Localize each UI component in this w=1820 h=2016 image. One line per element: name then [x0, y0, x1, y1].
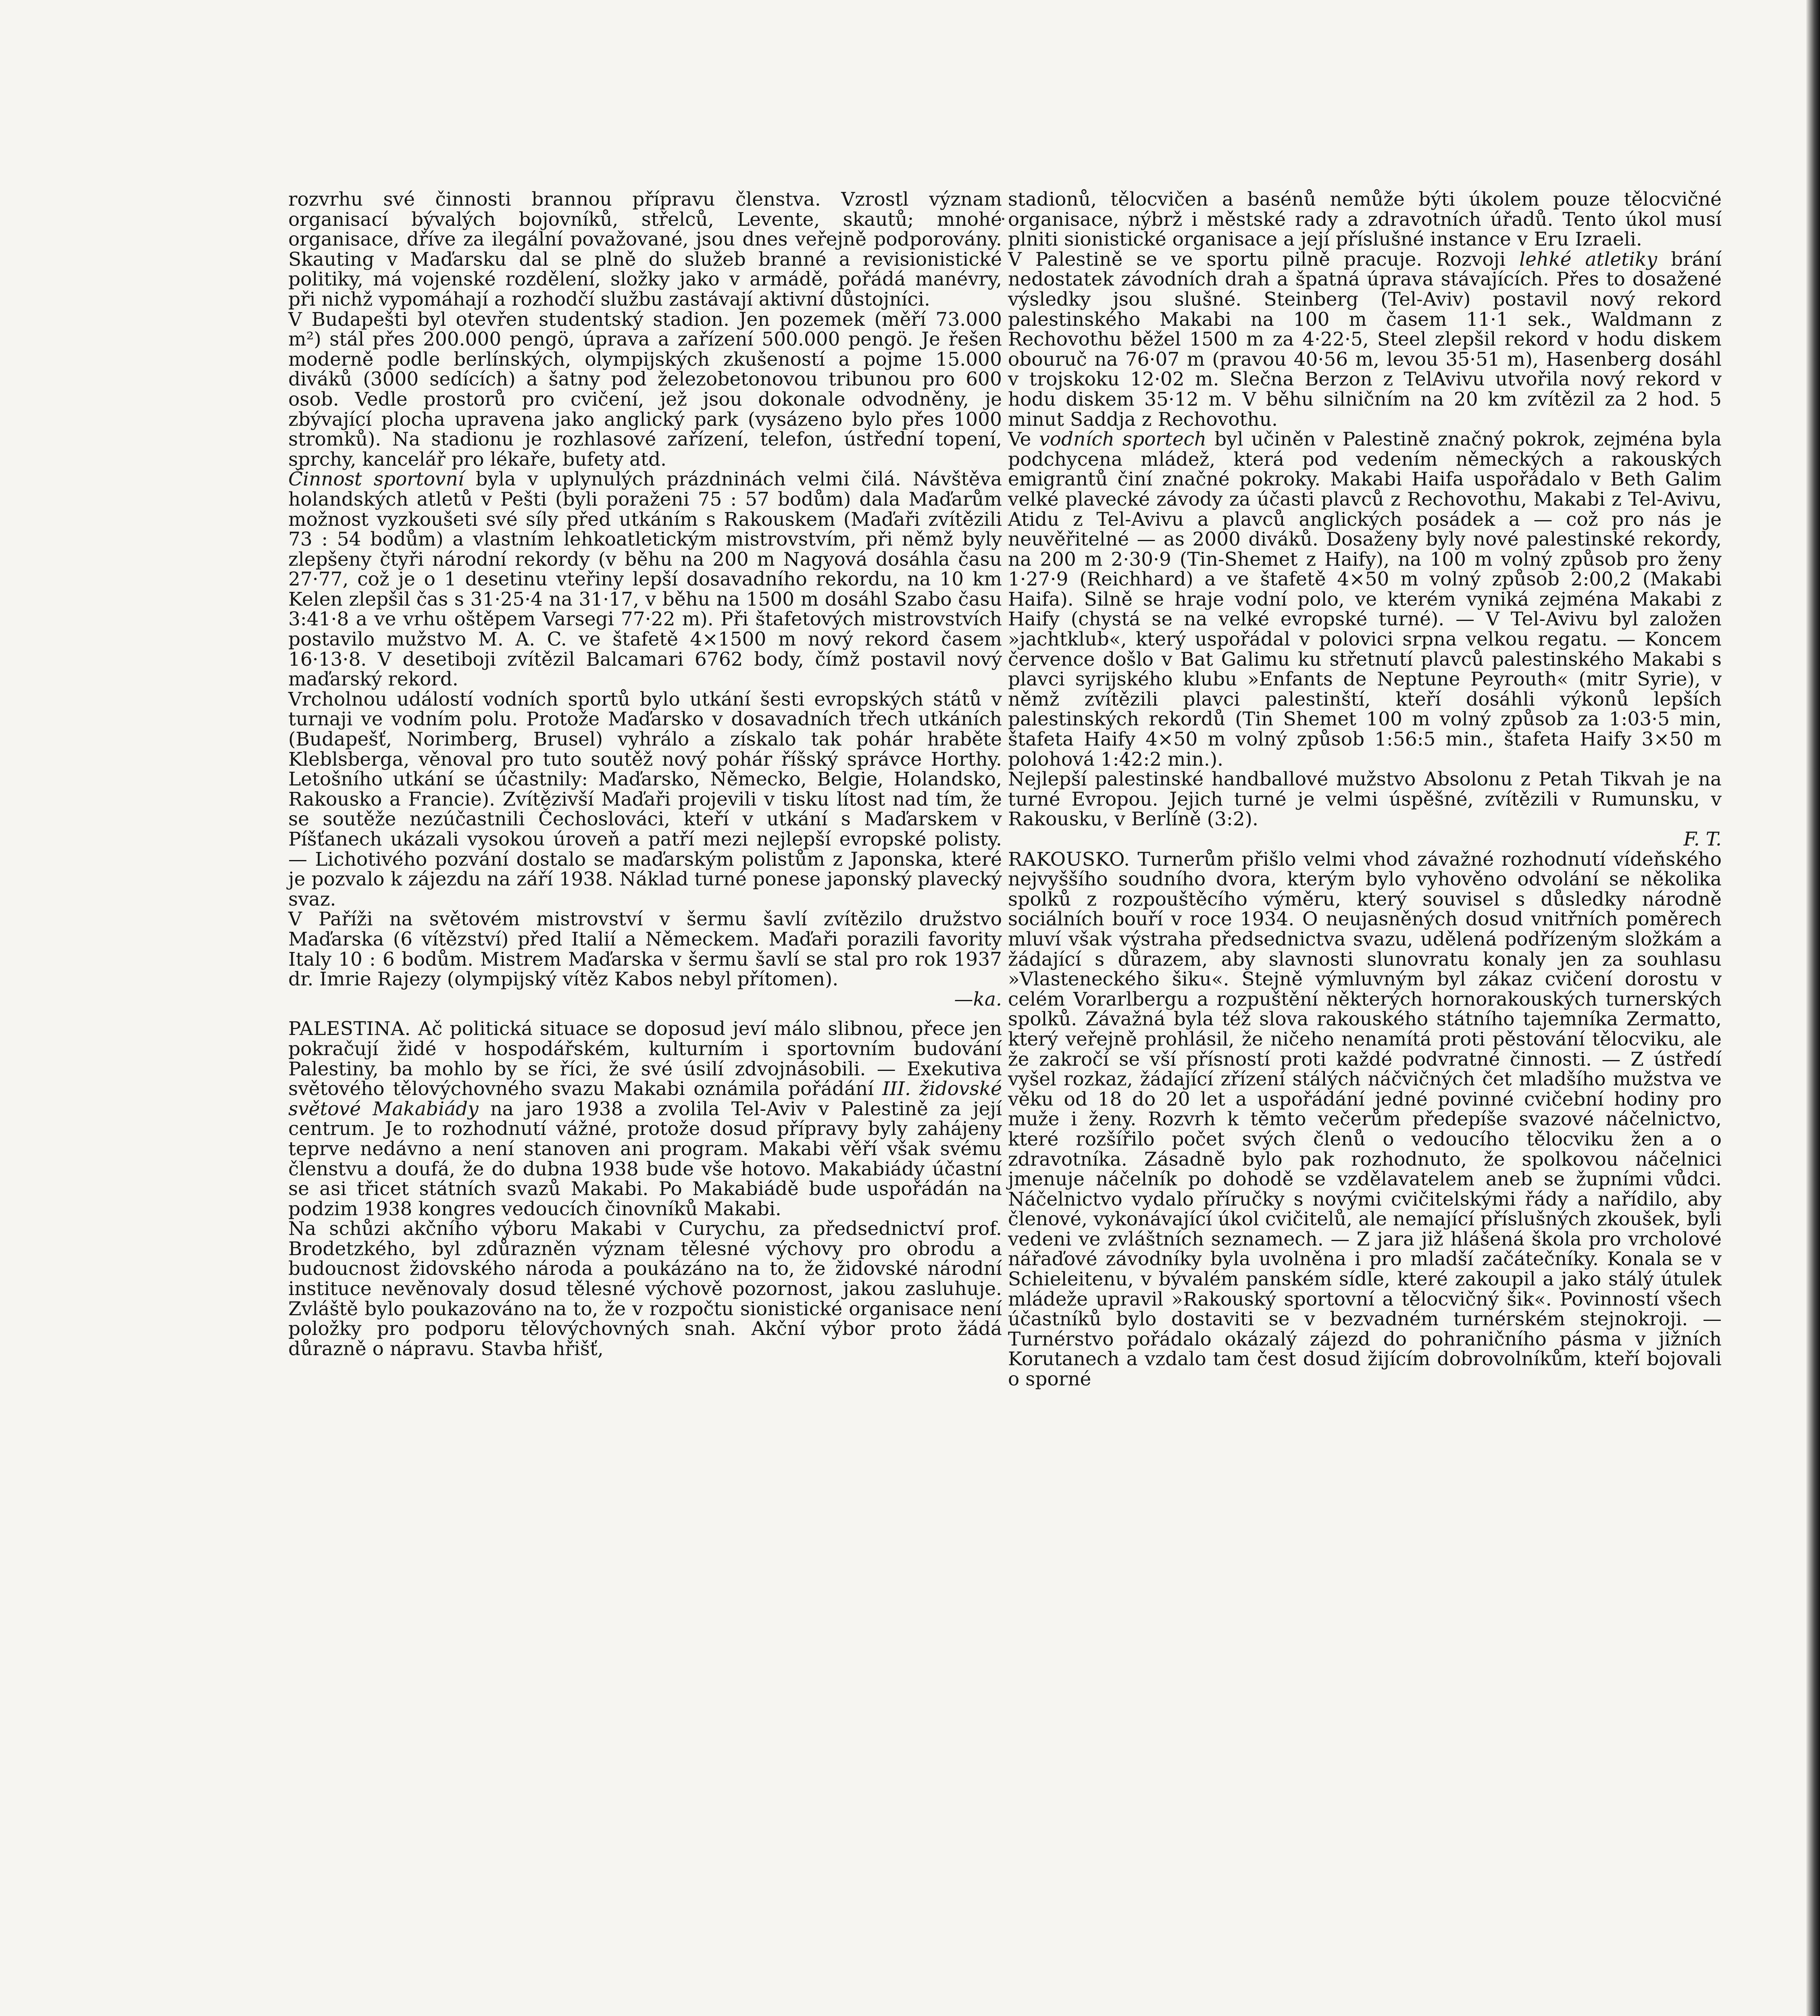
page-edge-shadow	[1806, 0, 1820, 2016]
paragraph-text: byla v uplynulých prázdninách velmi čilá. Návštěva holandských atletů v Pešti (byli poraženi 75 : 57 bodům) dala Maďarům možnost vyzkoušeti své síly před utkáním s Rakouskem (Maďaři zvítězili 73 : 54 bodům) a vlastním lehkoatletickým mistrovstvím, při němž byly zlepšeny čtyři národní rekordy (v běhu na 200 m Nagyová dosáhla času 27·77, což je o 1 desetinu vteřiny lepší dosavadního rekordu, na 10 km Kelen zlepšil čas s 31·25·4 na 31·17, v běhu na 1500 m dosáhl Szabo času 3:41·8 a ve vrhu oštěpem Varsegi 77·22 m). Při štafetových mistrovstvích postavilo mužstvo M. A. C. ve štafetě 4×1500 m nový rekord časem 16·13·8. V desetiboji zvítězil Balcamari 6762 body, čímž postavil nový maďarský rekord.	[288, 468, 1002, 691]
paragraph: V Budapešti byl otevřen studentský stadion. Jen pozemek (měří 73.000 m²) stál přes 200.000 pengö, úprava a zařízení 500.000 pengö. Je řešen moderně podle berlínských, olympijských zkušeností a pojme 15.000 diváků (3000 sedících) a šatny pod železobetonovou tribunou pro 600 osob. Vedle prostorů pro cvičení, jež jsou dokonale odvodněny, je zbývající plocha upravena jako anglický park (vysázeno bylo přes 1000 stromků). Na stadionu je rozhlasové zařízení, telefon, ústřední topení, sprchy, kancelář pro lékaře, bufety atd.	[288, 308, 1002, 471]
paragraph	[288, 1019, 1002, 1219]
paragraph-text: byl učiněn v Palestině značný pokrok, zejména byla podchycena mládež, která pod vedením německých a rakouských emigrantů činí značné pokroky. Makabi Haifa uspořádalo v Beth Galim velké plavecké závody za účasti plavců z Rechovothu, Makabi z Tel-Avivu, Atidu z Tel-Avivu a plavců anglických posádek a — což pro nás je neuvěřitelné — as 2000 diváků. Dosaženy byly nové palestinské rekordy, na 200 m 2·30·9 (Tin-Shemet z Haify), na 100 m volný způsob pro ženy 1·27·9 (Reichhard) a ve štafetě 4×50 m volný způsob 2:00,2 (Makabi Haifa). Silně se hraje vodní polo, ve kterém vyniká zejména Makabi z Haify (chystá se na velké evropské turné). — V Tel-Avivu byl založen »jachtklub«, který uspořádal v polovici srpna velkou regatu. — Koncem července došlo v Bat Galimu ku střetnutí plavců palestinského Makabi s plavci syrijského klubu »Enfants de Neptune Peyrouth« (mitr Syrie), v němž zvítězili plavci palestinští, kteří dosáhli výkonů lepších palestinských rekordů (Tin Shemet 100 m volný způsob za 1:03·5 min, štafeta Haify 4×50 m volný způsob 1:56:5 min., štafeta Haify 3×50 m polohová 1:42:2 min.).	[1008, 428, 1722, 771]
paragraph	[288, 469, 1002, 689]
italic-event-name: III. židovské světové Makabiády	[288, 1078, 1002, 1120]
paragraph	[1008, 429, 1722, 769]
paragraph-text: V Paříži na světovém mistrovství v šermu šavlí zvítězilo družstvo Maďarska (6 vítězství) před Italií a Německem. Maďaři porazili favority Italy 10 : 6 bodům. Mistrem Maďarska v šermu šavlí se stal pro rok 1937 dr. Imrie Rajezy (olympijský vítěz Kabos nebyl přítomen).	[288, 908, 1002, 991]
italic-lead: Činnost sportovní	[288, 468, 464, 491]
author-signature: F. T.	[1683, 828, 1722, 850]
paragraph: Na schůzi akčního výboru Makabi v Curychu, za předsednictví prof. Brodetzkého, byl zdůrazněn význam tělesné výchovy pro obrodu a budoucnost židovského národa a poukázáno na to, že židovské národní instituce nevěnovaly dosud tělesné výchově pozornost, jakou zasluhuje. Zvláště bylo poukazováno na to, že v rozpočtu sionistické organisace není položky pro podporu tělovýchovných snah. Akční výbor proto žádá důrazně o nápravu. Stavba hřišť,	[288, 1218, 1002, 1360]
paragraph	[1008, 850, 1722, 1389]
paragraph-text: brání nedostatek závodních drah a špatná úprava stávajících. Přes to dosažené výsledky jsou slušné. Steinberg (Tel-Aviv) postavil nový rekord palestinského Makabi na 100 m časem 11·1 sek., Waldmann z Rechovothu běžel 1500 m za 4·22·5, Steel zlepšil rekord v hodu diskem obouruč na 76·07 m (pravou 40·56 m, levou 35·51 m), Hasenberg dosáhl v trojskoku 12·02 m. Slečna Berzon z TelAvivu utvořila nový rekord v hodu diskem 35·12 m. V běhu silničním na 20 km zvítězil za 2 hod. 5 minut Saddja z Rechovothu.	[1008, 248, 1722, 431]
print-speck	[1002, 218, 1004, 220]
paragraph-text: Ve	[1008, 428, 1039, 451]
paragraph-text: na jaro 1938 a zvolila Tel-Aviv v Palestině za její centrum. Je to rozhodnutí vážné, protože dosud přípravy byly zahájeny teprve nedávno a není stanoven ani program. Makabi věří však svému členstvu a doufá, že do dubna 1938 bude vše hotovo. Makabiády účastní se asi třicet státních svazů Makabi. Po Makabiádě bude uspořádán na podzim 1938 kongres vedoucích činovníků Makabi.	[288, 1098, 1002, 1220]
paragraph	[1008, 250, 1722, 429]
section-title-palestina: PALESTINA.	[288, 1018, 411, 1040]
section-title-rakousko: RAKOUSKO.	[1008, 848, 1130, 871]
paragraph: Vrcholnou událostí vodních sportů bylo utkání šesti evropských států v turnaji ve vodním polu. Protože Maďarsko v dosavadních třech utkáních (Budapešť, Norimberg, Brusel) vyhrálo a získalo tak pohár hraběte Kleblsberga, věnoval pro tuto soutěž nový pohár říšský správce Horthy. Letošního utkání se účastnily: Maďarsko, Německo, Belgie, Holandsko, Rakousko a Francie). Zvítězivší Maďaři projevili v tisku lítost nad tím, že se soutěže nezúčastnili Čechoslováci, kteří v utkání s Maďarskem v Píšťanech ukázali vysokou úroveň a patří mezi nejlepší evropské polisty. — Lichotivého pozvání dostalo se maďarským polistům z Japonska, které je pozvalo k zájezdu na září 1938. Náklad turné ponese japonský plavecký svaz.	[288, 688, 1002, 910]
paragraph: stadionů, tělocvičen a basénů nemůže býti úkolem pouze tělocvičné organisace, nýbrž i městské rady a zdravotních úřadů. Tento úkol musí plniti sionistické organisace a její příslušné instance v Eru Izraeli.	[1008, 188, 1722, 251]
paragraph: rozvrhu své činnosti brannou přípravu členstva. Vzrostl význam organisací bývalých bojovníků, střelců, Levente, skautů; mnohé organisace, dříve za ilegální považované, jsou dnes veřejně podporovány. Skauting v Maďarsku dal se plně do služeb branné a revisionistické politiky, má vojenské rozdělení, složky jako v armádě, pořádá manévry, při nichž vypomáhají a rozhodčí službu zastávají aktivní důstojníci.	[288, 188, 1002, 310]
paragraph-text: Ač politická situace se doposud jeví málo slibnou, přece jen pokračují židé v hospodářském, kulturním i sportovním budování Palestiny, ba mohlo by se říci, že své úsilí zdvojnásobili. — Exekutiva světového tělovýchovného svazu Makabi oznámila pořádání	[288, 1018, 1002, 1100]
paragraph-text: V Palestině se ve sportu pilně pracuje. Rozvoji	[1008, 248, 1520, 271]
paragraph	[288, 909, 1002, 1009]
paragraph-text: Turnerům přišlo velmi vhod závažné rozhodnutí vídeňského nejvyššího soudního dvora, kterým bylo vyhověno odvolání se několika spolků z rozpouštěcího výměru, který souvisel s důsledky národně sociálních bouří v roce 1934. O neujasněných dosud vnitřních poměrech mluví však výstraha předsednictva svazu, udělená podřízeným složkám a žádající s důrazem, aby slavnosti slunovratu konaly jen za souhlasu »Vlasteneckého šiku«. Stejně výmluvným byl zákaz cvičení dorostu v celém Vorarlbergu a rozpuštění některých hornorakouských turnerských spolků. Závažná byla též slova rakouského státního tajemníka Zermatto, který veřejně prohlásil, že ničeho nenamítá proti pěstování tělocviku, ale že zakročí se vší přísností proti každé podvratné činnosti. — Z ústředí vyšel rozkaz, žádající zřízení stálých náčvičných čet mladšího mužstva ve věku od 18 do 20 let a uspořádání jedné povinné cvičební hodiny pro muže i ženy. Rozvrh k těmto večerům předepíše svazové náčelnictvo, které rozšířilo počet svých členů o vedoucího tělocviku žen a o zdravotníka. Zásadně bylo pak rozhodnuto, že spolkovou náčelnici jmenuje náčelník po dohodě se vzdělavatelem aneb se župními vůdci. Náčelnictvo vydalo příručky s novými cvičitelskými řády a nařídilo, aby členové, vykonávající úkol cvičitelů, ale nemající příslušných zkoušek, byli vedeni ve zvláštních seznamech. — Z jara již hlášená škola pro vrcholové nářaďové závodníky byla uvolněna i pro mladší začátečníky. Konala se v Schieleitenu, v bývalém panském sídle, které zakoupil a jako stálý útulek mládeže upravil »Rakouský sportovní a tělocvičný šik«. Povinností všech účastníků bylo dostaviti se v bezvadném turnérském stejnokroji. — Turnérstvo pořádalo okázalý zájezd do pohraničního pásma v jižních Korutanech a vzdalo tam čest dosud žijícím dobrovolníkům, kteří bojovali o sporné	[1008, 848, 1722, 1391]
paragraph-text: Nejlepší palestinské handballové mužstvo Absolonu z Petah Tikvah je na turné Evropou. Jejich turné je velmi úspěšné, zvítězili v Rumunsku, v Rakousku, v Berlíně (3:2).	[1008, 768, 1722, 831]
italic-term: vodních sportech	[1039, 428, 1207, 451]
paragraph	[1008, 769, 1722, 849]
author-signature: —ka.	[954, 988, 1002, 1010]
right-column	[1008, 190, 1722, 1389]
italic-term: lehké atletiky	[1519, 248, 1658, 271]
left-column	[288, 190, 1002, 1359]
